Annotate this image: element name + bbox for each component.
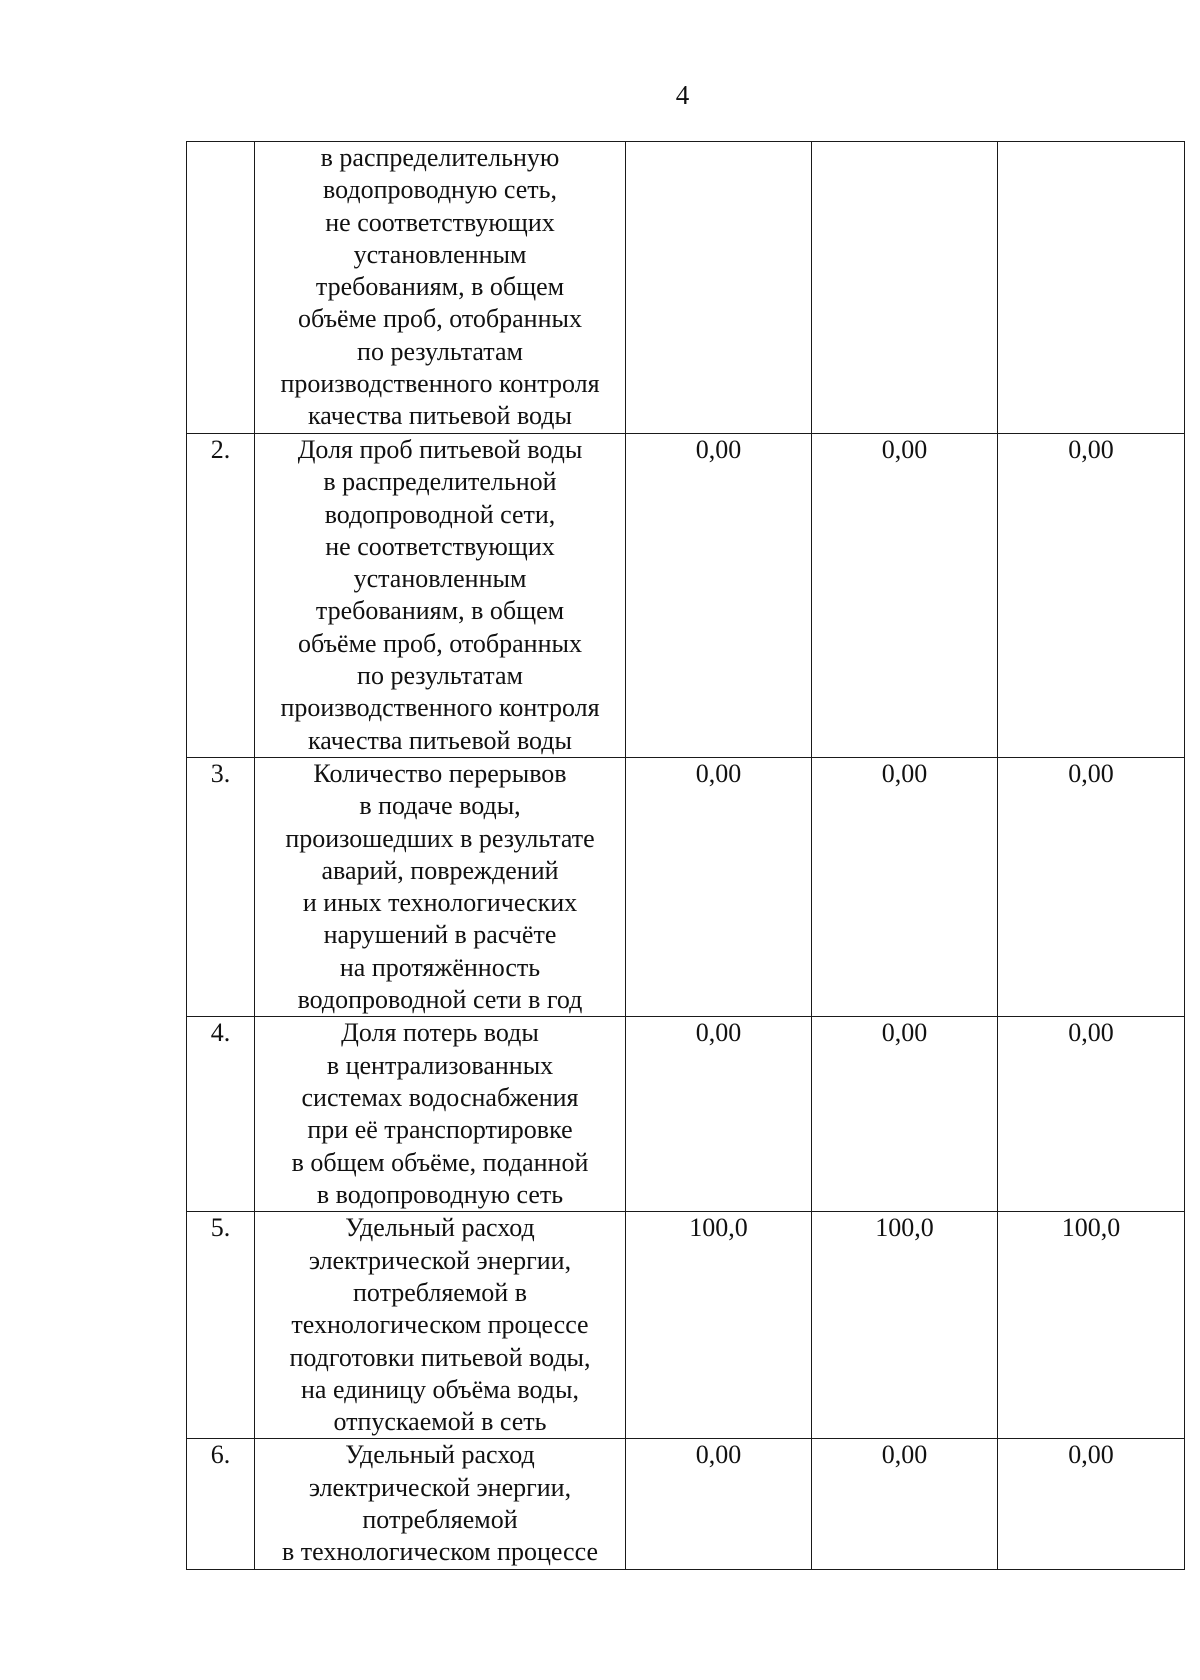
indicator-name-line: Удельный расход [345, 1213, 535, 1243]
table-row [187, 434, 1185, 758]
table-row [187, 1439, 1185, 1569]
row-number-cell [187, 142, 255, 434]
table-row [187, 758, 1185, 1017]
indicator-name-line: требованиям, в общем [315, 596, 565, 626]
indicator-name-line: объёме проб, отобранных [298, 628, 582, 658]
indicator-name-line: и иных технологических [302, 888, 578, 918]
value-cell-2: 0,00 [812, 1017, 998, 1212]
indicator-name-line: установленным [353, 239, 527, 269]
indicator-name-line: электрической энергии, [308, 1245, 572, 1275]
indicators-table [186, 141, 1185, 1570]
row-number-cell: 2. [187, 434, 255, 758]
indicator-name-line: требованиям, в общем [315, 272, 565, 302]
indicator-name-line: электрической энергии, [308, 1472, 572, 1502]
indicator-name-line: не соответствующих [325, 207, 555, 237]
value-cell-3: 0,00 [998, 758, 1185, 1017]
indicator-name-line: Доля потерь воды [341, 1018, 539, 1048]
indicator-name-line: водопроводную сеть, [322, 175, 558, 205]
value-cell-2: 100,0 [812, 1212, 998, 1439]
value-cell-1: 100,0 [626, 1212, 812, 1439]
row-number-cell: 5. [187, 1212, 255, 1439]
value-cell-3: 0,00 [998, 434, 1185, 758]
value-cell-2: 0,00 [812, 434, 998, 758]
row-number-cell: 3. [187, 758, 255, 1017]
value-cell-3: 0,00 [998, 1017, 1185, 1212]
indicator-name-line: производственного контроля [280, 369, 600, 399]
indicator-name-line: водопроводной сети, [324, 499, 556, 529]
indicator-name-line: в централизованных [326, 1050, 554, 1080]
indicator-name-line: Доля проб питьевой воды [297, 435, 583, 464]
table-row [187, 1017, 1185, 1212]
value-cell-2: 0,00 [812, 758, 998, 1017]
value-cell-3: 100,0 [998, 1212, 1185, 1439]
value-cell-2: 0,00 [812, 1439, 998, 1569]
indicator-name-line: качества питьевой воды [307, 401, 573, 431]
indicator-name-line: на единицу объёма воды, [301, 1374, 579, 1404]
value-cell-1: 0,00 [626, 1017, 812, 1212]
indicator-name-line: системах водоснабжения [301, 1082, 579, 1112]
value-cell-1: 0,00 [626, 434, 812, 758]
indicator-name-line: в распределительной [323, 467, 557, 497]
indicator-name-line: в технологическом процессе [282, 1537, 598, 1567]
indicator-name-line: аварий, повреждений [321, 855, 559, 885]
page-number: 4 [675, 80, 690, 110]
indicator-name-cell [255, 1017, 626, 1212]
indicator-name-cell [255, 1212, 626, 1439]
value-cell-2 [812, 142, 998, 434]
indicator-name-line: по результатам [357, 336, 523, 366]
indicator-name-cell [255, 758, 626, 1017]
indicator-name-line: в распределительную [320, 143, 560, 172]
indicator-name-line: производственного контроля [280, 693, 600, 723]
indicator-name-line: водопроводной сети в год [297, 985, 583, 1015]
indicator-name-line: Удельный расход [345, 1440, 535, 1470]
value-cell-3: 0,00 [998, 1439, 1185, 1569]
indicator-name-line: потребляемой в [353, 1277, 527, 1307]
indicator-name-line: не соответствующих [325, 531, 555, 561]
indicator-name-line: в водопроводную сеть [316, 1179, 564, 1209]
value-cell-1: 0,00 [626, 758, 812, 1017]
indicator-name-line: технологическом процессе [291, 1310, 589, 1340]
value-cell-1 [626, 142, 812, 434]
indicator-name-line: по результатам [357, 661, 523, 691]
indicator-name-line: при её транспортировке [307, 1115, 573, 1145]
indicator-name-line: отпускаемой в сеть [333, 1407, 547, 1437]
indicator-name-line: нарушений в расчёте [323, 920, 557, 950]
indicator-name-line: Количество перерывов [313, 759, 567, 788]
indicator-name-line: в подаче воды, [359, 791, 521, 821]
indicator-name-line: установленным [353, 564, 527, 594]
indicator-name-line: качества питьевой воды [307, 725, 573, 755]
row-number-cell: 4. [187, 1017, 255, 1212]
indicator-name-line: потребляемой [362, 1505, 518, 1535]
indicator-name-line: в общем объёме, поданной [291, 1147, 589, 1177]
indicator-name-line: произошедших в результате [285, 823, 595, 853]
value-cell-1: 0,00 [626, 1439, 812, 1569]
indicator-name-line: на протяжённость [339, 952, 541, 982]
row-number-cell: 6. [187, 1439, 255, 1569]
indicator-name-line: подготовки питьевой воды, [289, 1342, 591, 1372]
indicator-name-line: объёме проб, отобранных [298, 304, 582, 334]
indicator-name-cell [255, 142, 626, 434]
table-row [187, 1212, 1185, 1439]
table-row [187, 142, 1185, 434]
indicator-name-cell [255, 1439, 626, 1569]
value-cell-3 [998, 142, 1185, 434]
indicators-table-wrapper [186, 141, 1184, 1570]
indicator-name-cell [255, 434, 626, 758]
